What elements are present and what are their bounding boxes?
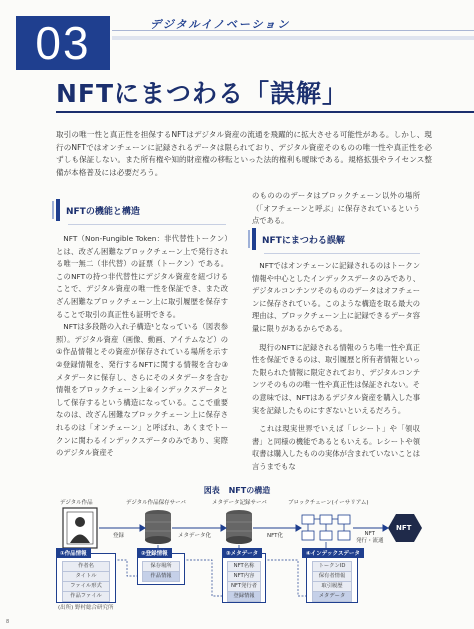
left-paragraph: NFT（Non-Fungible Token：非代替性トークン）とは、改ざん困難なブロックチェーン上で発行される唯一無二（非代替）の証票（トークン）である。このNFTの持つ非代替性にデジタル資産を紐づけることで、デジタル資産の唯一性を保証でき、また改ざん困難なブロックチェーン上に取引履歴を保存することで取引の真正性も証明できる。 — [56, 234, 228, 319]
page-number: 8 — [6, 619, 10, 625]
group-item: NFT内容 — [227, 571, 261, 582]
arrow-label-nft: NFT化 — [267, 533, 284, 539]
left-paragraph: NFTは多段階の入れ子構造¹となっている（図表参照）。デジタル資産（画像、動画、アイテムなど）の①作品情報とその資産が保存されている場所を示す②登録情報を、発行するNFTに関する情報を含む③メタデータに保存し、さらにそのメタデータを含む情報をブロックチェーン上④インデックスデータとして保存するという構造になっている。ここで重要なのは、改ざん困難なブロックチェーン上に保存されるのは「オンチェーン」と呼ばれ、あくまでトークンに関わるインデックスデータのみであり、実際のデジタル資産そ — [56, 322, 228, 458]
blockchain-icon — [302, 515, 350, 540]
col-label-artwork: デジタル作品 — [60, 500, 93, 506]
figure-source: (出所) 野村総合研究所 — [58, 605, 114, 611]
group-item: 取引履歴 — [312, 581, 352, 592]
chapter-number: 03 — [35, 17, 91, 69]
arrow-label-metadata: メタデータ化 — [178, 533, 212, 539]
right-paragraph: これは現実世界でいえば「レシート」や「領収書」と同様の機能であるともいえる。レシートや領収書は購入したものの実体が含まれていないことは言うまでもな — [252, 424, 420, 471]
right-heading-text: NFTにまつわる誤解 — [262, 235, 345, 246]
group-item: 作品ファイル — [62, 591, 110, 602]
intro-paragraph: 取引の唯一性と真正性を担保するNFTはデジタル資産の流通を飛躍的に拡大させる可能性がある。しかし、現行のNFTではオンチェーンに記録されるデータは限られており、デジタル資産そのものの唯一性や真正性を必ずしも保証しない。また所有権や知的財産権の移転といった法的権利も曖昧である。規格拡張やライセンス整備が本格普及には必要だろう。 — [56, 130, 432, 177]
page-title: NFTにまつわる「誤解」 — [56, 79, 349, 108]
right-paragraph: NFTではオンチェーンに記録されるのはトークン情報や中心としたインデックスデータのみであり、デジタルコンテンツそのもののデータはオフチェーンに保存されている。このような構造を取る最大の理由は、ブロックチェーン上に記録できるデータ容量に限りがあるからである。 — [252, 261, 420, 333]
group-tag: ③メタデータ — [222, 548, 262, 558]
right-top-paragraph: のものののデータはブロックチェーン以外の場所（「オフチェーンと呼ぶ」に保存されているという点である。 — [252, 191, 420, 226]
group-tag: ②登録情報 — [137, 548, 172, 558]
right-paragraph: 現行のNFTに記録される情報のうち唯一性や真正性を保証できるのは、取引履歴と所有者情報といった限られた情報に限定されており、デジタルコンテンツそのものの唯一性や真正性は保証されない。その意味では、NFTはあるデジタル資産を購入した事実を記録したものにすぎないといえるだろう。 — [252, 342, 420, 415]
group-item: NFT発行者 — [227, 581, 261, 592]
arrow-label-issue: NFT 発行・流通 — [356, 531, 384, 544]
group-item-highlight: 作品情報 — [142, 571, 180, 582]
group-item: 保有者情報 — [312, 571, 352, 582]
left-heading-text: NFTの機能と構造 — [66, 206, 140, 217]
col-label-blockchain: ブロックチェーン(イーサリアム) — [288, 500, 369, 506]
group-item: NFT名称 — [227, 561, 261, 572]
group-tag: ④インデックスデータ — [302, 548, 364, 558]
group-item: タイトル — [62, 571, 110, 582]
section-label: デジタルイノベーション — [150, 18, 291, 31]
group-item: 保存場所 — [142, 561, 180, 572]
group-item: ファイル形式 — [62, 581, 110, 592]
col-label-metadata-server: メタデータ記録サーバ — [212, 500, 267, 506]
col-label-storage-server: デジタル作品保存サーバ — [126, 500, 186, 506]
group-item: トークンID — [312, 561, 352, 572]
group-item: 作者名 — [62, 561, 110, 572]
group-item-highlight: 登録情報 — [227, 591, 261, 602]
figure-title-text: NFTの構造 — [228, 486, 271, 495]
figure-label: 図表 — [203, 486, 220, 495]
group-tag: ①作品情報 — [56, 548, 91, 558]
database-icon — [145, 510, 171, 544]
group-item-highlight: メタデータ — [312, 591, 352, 602]
nft-label: NFT — [396, 524, 412, 532]
database-icon — [226, 510, 252, 544]
arrow-label-register: 登録 — [113, 533, 125, 539]
